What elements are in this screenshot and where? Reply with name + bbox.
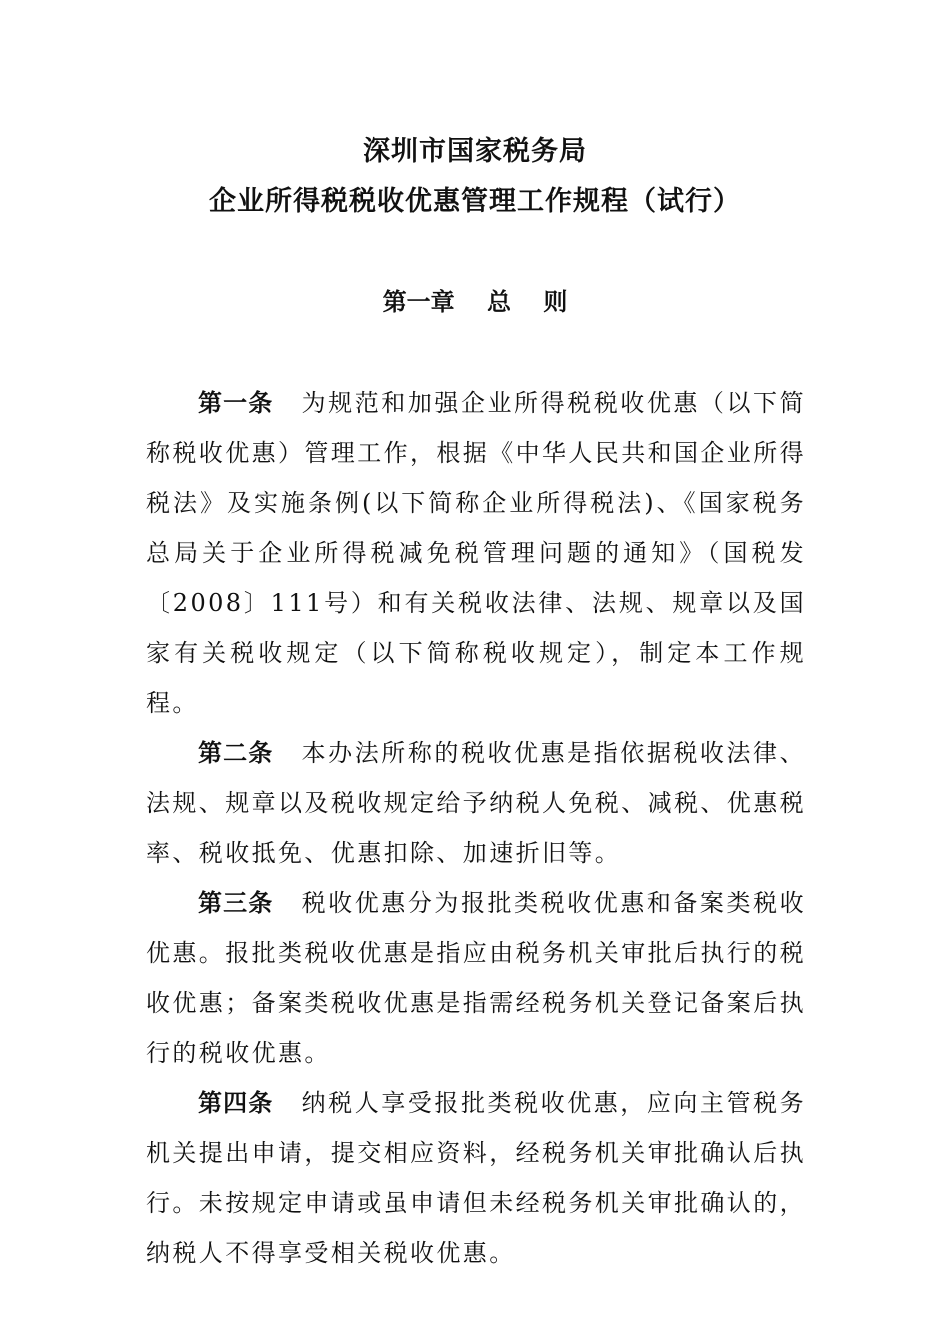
article-label: 第一条	[198, 389, 274, 417]
article-3	[146, 878, 806, 1078]
article-text: 本办法所称的税收优惠是指依据税收法律、法规、规章以及税收规定给予纳税人免税、减税、优惠税率、税收抵免、优惠扣除、加速折旧等。	[146, 739, 806, 867]
article-2	[146, 728, 806, 878]
article-4	[146, 1078, 806, 1278]
document-title-line2: 企业所得税税收优惠管理工作规程（试行）	[209, 186, 741, 217]
article-text: 纳税人享受报批类税收优惠，应向主管税务机关提出申请，提交相应资料，经税务机关审批确认后执行。未按规定申请或虽申请但未经税务机关审批确认的，纳税人不得享受相关税收优惠。	[146, 1089, 806, 1267]
article-text: 为规范和加强企业所得税税收优惠（以下简称税收优惠）管理工作，根据《中华人民共和国企业所得税法》及实施条例(以下简称企业所得税法)、《国家税务总局关于企业所得税减免税管理问题的通知》（国税发〔2008〕111号）和有关税收法律、法规、规章以及国家有关税收规定（以下简称税收规定），制定本工作规程。	[146, 389, 806, 717]
article-text: 税收优惠分为报批类税收优惠和备案类税收优惠。报批类税收优惠是指应由税务机关审批后执行的税收优惠；备案类税收优惠是指需经税务机关登记备案后执行的税收优惠。	[146, 889, 806, 1067]
document-title-line1: 深圳市国家税务局	[363, 136, 587, 167]
article-1	[146, 378, 806, 728]
article-label: 第二条	[198, 739, 274, 767]
article-label: 第四条	[198, 1089, 274, 1117]
article-label: 第三条	[198, 889, 274, 917]
chapter-heading: 第一章 总 则	[382, 288, 568, 316]
document-body	[146, 378, 806, 1278]
